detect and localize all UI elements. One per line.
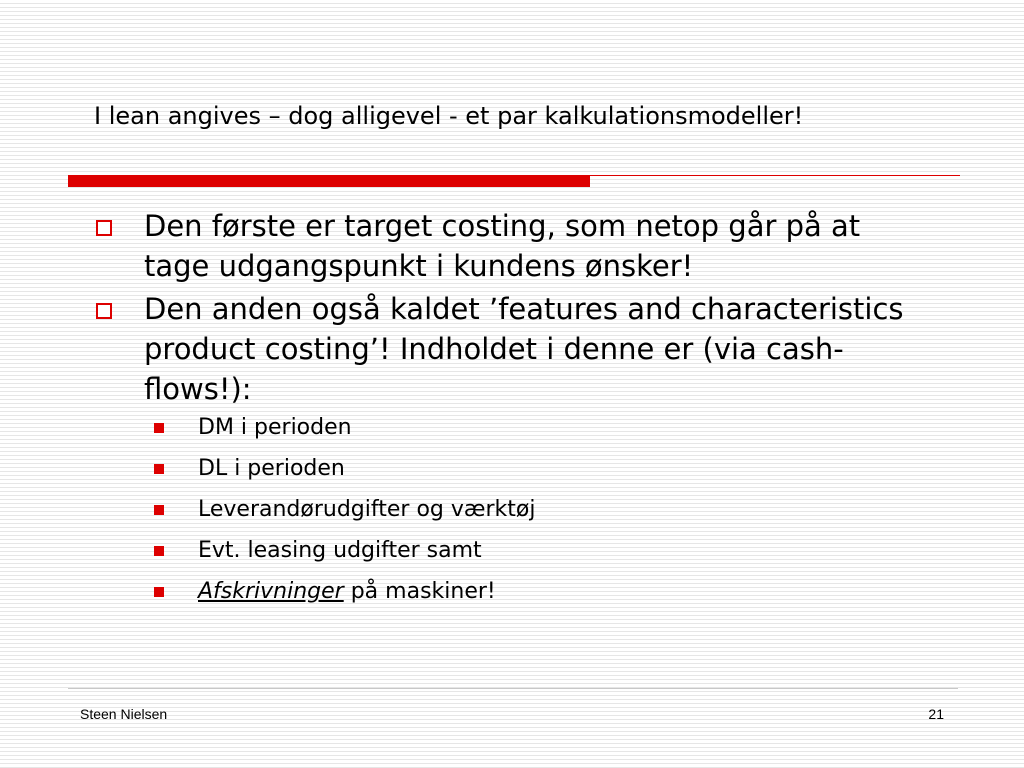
sub-bullet-item <box>154 454 926 495</box>
filled-square-bullet-icon <box>154 423 164 433</box>
sub-bullet-text-rest: på maskiner! <box>343 579 496 604</box>
sub-bullet-text <box>198 577 496 607</box>
filled-square-bullet-icon <box>154 464 164 474</box>
sub-bullet-text: Evt. leasing udgifter samt <box>198 538 482 563</box>
filled-square-bullet-icon <box>154 505 164 515</box>
footer-divider <box>68 688 958 689</box>
bullet-list <box>96 206 926 618</box>
title-accent-line <box>590 175 960 176</box>
sub-bullet-item <box>154 536 926 577</box>
footer-page-number: 21 <box>928 706 944 722</box>
title-accent-bar <box>68 175 590 187</box>
bullet-text: Den anden også kaldet ’features and characteristics product costing’! Indholdet i denne er (via cash-flows!): <box>144 292 904 406</box>
emphasized-word: Afskrivninger <box>198 579 344 604</box>
hollow-square-bullet-icon <box>96 303 112 319</box>
bullet-item <box>96 206 926 286</box>
bullet-text: Den første er target costing, som netop går på at tage udgangspunkt i kundens ønsker! <box>144 209 861 283</box>
sub-bullet-item <box>154 495 926 536</box>
sub-bullet-text: DL i perioden <box>198 456 345 481</box>
hollow-square-bullet-icon <box>96 220 112 236</box>
footer-author: Steen Nielsen <box>80 706 168 722</box>
sub-bullet-text: Leverandørudgifter og værktøj <box>198 497 536 522</box>
sub-bullet-item <box>154 577 926 618</box>
bullet-item <box>96 289 926 409</box>
sub-bullet-text: DM i perioden <box>198 415 352 440</box>
sub-bullet-item <box>154 413 926 454</box>
filled-square-bullet-icon <box>154 546 164 556</box>
sub-bullet-list <box>154 413 926 618</box>
filled-square-bullet-icon <box>154 587 164 597</box>
slide-title: I lean angives – dog alligevel - et par kalkulationsmodeller! <box>94 102 804 130</box>
